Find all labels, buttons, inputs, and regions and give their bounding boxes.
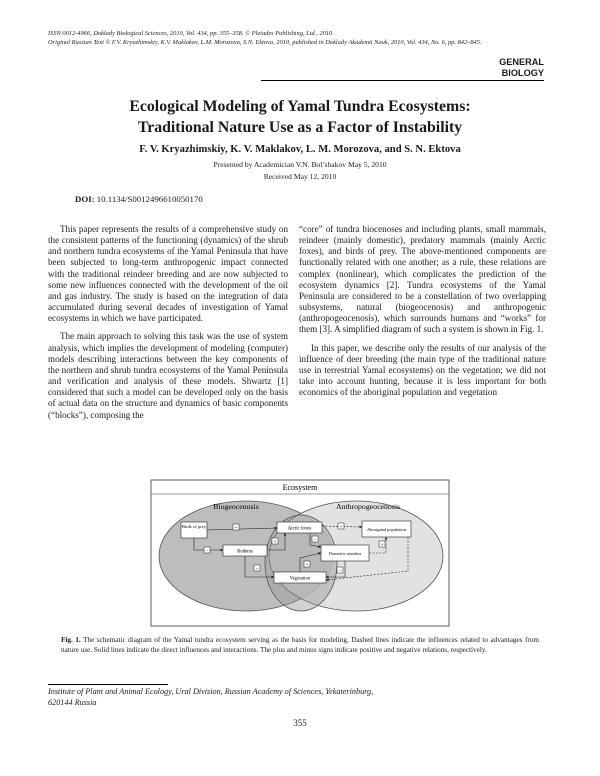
caption-label: Fig. 1. [61, 636, 81, 644]
affiliation-line-1: Institute of Plant and Animal Ecology, Ural Division, Russian Academy of Sciences, Yekaterinburg, [48, 687, 374, 696]
plus-sign: + [305, 562, 309, 568]
right-column [299, 224, 546, 405]
section-heading [424, 57, 544, 78]
left-column [48, 224, 288, 428]
plus-sign: + [339, 524, 343, 530]
presented-by: Presented by Academician V.N. Bol’shakov May 5, 2010 [213, 160, 387, 169]
doi-link[interactable]: 10.1134/S0012496610050170 [96, 194, 203, 204]
journal-header [48, 29, 553, 47]
vegetation-label: Vegetation [289, 576, 311, 582]
affiliation-footnote [48, 687, 468, 708]
aboriginal-population-label: Aboriginal population [367, 527, 406, 532]
minus-sign: − [255, 566, 259, 572]
minus-sign: − [205, 548, 209, 554]
footnote-rule [48, 684, 168, 685]
affiliation-line-2: 620144 Russia [48, 697, 97, 707]
journal-header-line-2: Original Russian Text © F.V. Kryazhimskiy, K.V. Maklakov, L.M. Morozova, S.N. Ektova, 2010, published in Doklady Akademii Nauk, 2010, Vol. 434, No. 6, pp. 842–845. [48, 39, 482, 46]
paper-title [60, 96, 540, 138]
doi-label: DOI: [75, 194, 95, 204]
paragraph: In this paper, we describe only the results of our analysis of the influence of deer breeding (the main type of the traditional nature use in terrestrial Yamal ecosystems) on the vegetation; we did not take into account hunting, because it is less important for both economics of the aboriginal population and vegetation [299, 342, 546, 398]
anthropogeocenosis-label: Anthropogeocenosis [335, 502, 401, 511]
figure-caption [61, 636, 539, 655]
authors: F. V. Kryazhimskiy, K. V. Maklakov, L. M. Morozova, and S. N. Ektova [139, 144, 461, 155]
paragraph: The main approach to solving this task was the use of system analysis, which implies the development of modeling (computer) models describing interactions between the key components of the northern and shrub tundra ecosystems of the Yamal Peninsula and verification and analysis of these models. Shwartz [1] considered that such a model can be developed only on the basis of actual data on the structure and dynamics of basic components (“blocks”), composing the [48, 331, 288, 420]
section-heading-line-2: BIOLOGY [501, 67, 544, 78]
journal-header-line-1: ISSN 0012-4966, Doklady Biological Sciences, 2010, Vol. 434, pp. 355–358. © Pleiades Publishing, Ltd., 2010. [48, 30, 334, 37]
plus-sign: + [380, 542, 384, 548]
minus-sign: − [338, 568, 342, 574]
minus-sign: − [313, 537, 317, 543]
page-number: 355 [293, 718, 307, 728]
plus-sign: + [234, 525, 238, 531]
ecosystem-label: Ecosystem [282, 483, 318, 492]
domestic-reindeer-label: Domestic reindeer [328, 551, 362, 556]
received-date: Received May 12, 2010 [263, 172, 337, 181]
section-heading-line-1: GENERAL [499, 57, 544, 67]
plus-sign: + [273, 539, 277, 545]
rodents-label: Rodents [237, 549, 253, 555]
paragraph: This paper represents the results of a comprehensive study on the consistent patterns of the functioning (dynamics) of the shrub and northern tundra ecosystems of the Yamal Peninsula that have been subjected to long-term anthropogenic impact connected with the traditional reindeer breeding and are now subjected to some new influences connected with the development of the oil and gas industry. The study is based on the integration of data accumulated during several decades of investigation of Yamal ecosystems in which we have participated. [48, 224, 288, 324]
biogeocenosis-label: Biogeocenosis [213, 502, 259, 511]
paper-title-line-1: Ecological Modeling of Yamal Tundra Ecosystems: [129, 98, 471, 115]
paper-title-line-2: Traditional Nature Use as a Factor of Instability [137, 119, 463, 136]
caption-text: The schematic diagram of the Yamal tundra ecosystem serving as the basis for modeling. Dashed lines indicate the influences related to advantages from nature use. Solid lines indicate the direct influences and interactions. The plus and minus signs indicate positive and negative relations, respectively. [61, 636, 539, 654]
doi [75, 194, 203, 205]
birds-of-prey-text: Birds of prey [181, 524, 207, 529]
ecosystem-diagram [150, 479, 450, 627]
arctic-foxes-label: Arctic foxes [287, 526, 312, 532]
birds-of-prey-label [182, 524, 207, 529]
section-rule [261, 80, 544, 81]
figure-1 [150, 479, 450, 627]
paragraph: “core” of tundra biocenoses and including plants, small mammals, reindeer (mainly domestic), predatory mammals (mainly Arctic foxes), and birds of prey. The above-mentioned components are functionally related with one another; as a rule, these relations are complex (nonlinear), which complicates the prediction of the ecosystem dynamics [2]. Tundra ecosystems of the Yamal Peninsula are considered to be a constellation of two overlapping subsystems, natural (biogeocenosis) and anthropogenic (anthropogeocenosis), which surrounds humans and “works” for them [3]. A simplified diagram of such a system is shown in Fig. 1. [299, 224, 546, 335]
